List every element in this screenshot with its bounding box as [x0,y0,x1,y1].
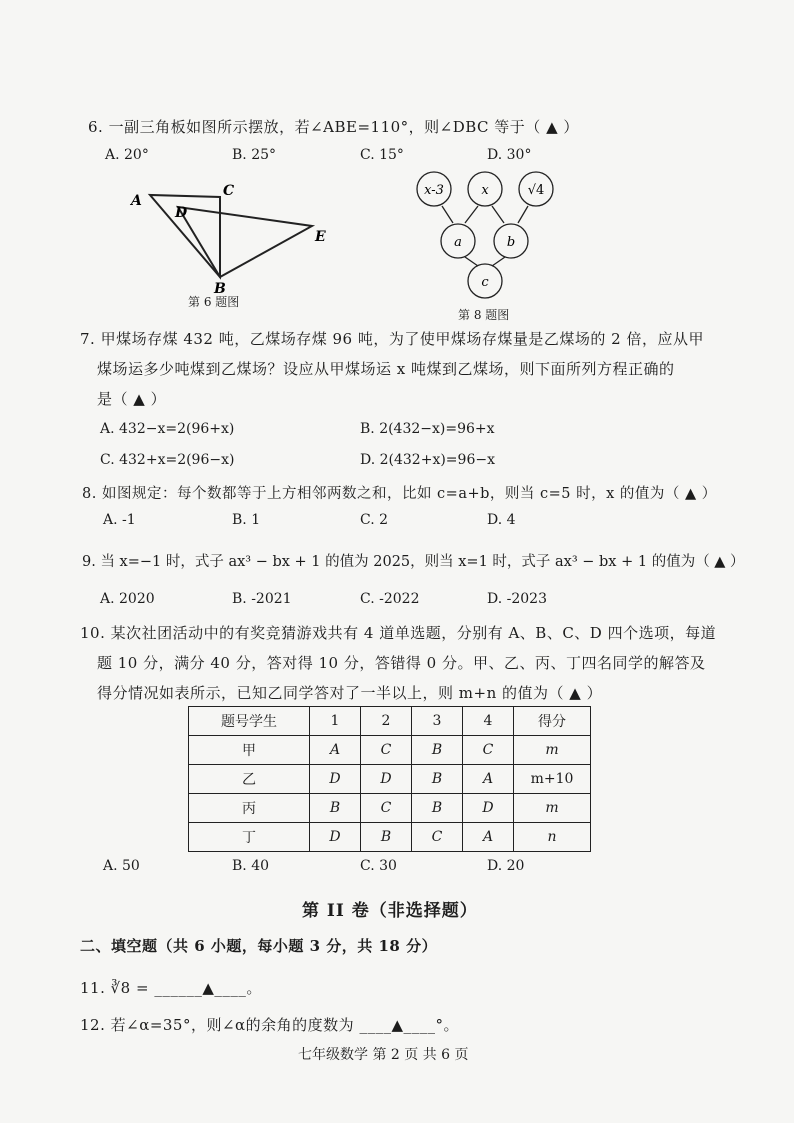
table-cell: 甲 [189,736,310,765]
label-a: A [131,193,142,209]
node-a: a [454,235,462,250]
q10-option-d: D. 20 [487,858,525,874]
q10-option-b: B. 40 [232,858,270,874]
table-cell: m [514,794,591,823]
table-cell: A [463,823,514,852]
label-e: E [315,229,326,245]
q9-option-a: A. 2020 [100,591,155,607]
q7-option-a: A. 432−x=2(96+x) [100,421,235,437]
table-cell: m+10 [514,765,591,794]
q10-option-c: C. 30 [360,858,397,874]
q8-figure-caption: 第 8 题图 [458,308,510,322]
q6-option-d: D. 30° [487,147,532,163]
q8-option-d: D. 4 [487,512,516,528]
q7-stem-line2: 煤场运多少吨煤到乙煤场？设应从甲煤场运 x 吨煤到乙煤场，则下面所列方程正确的 [97,360,675,378]
q6-option-a: A. 20° [105,147,149,163]
node-sqrt4: √4 [527,183,545,198]
q8-stem: 8. 如图规定：每个数都等于上方相邻两数之和，比如 c=a+b，则当 c=5 时，x 的值为（ ▲ ） [82,486,717,502]
part-two-title: 第 II 卷（非选择题） [302,901,478,921]
q9-stem: 9. 当 x=−1 时，式子 ax³ − bx + 1 的值为 2025，则当 x=1 时，式子 ax³ − bx + 1 的值为（ ▲ ） [82,554,745,570]
table-header: 题号学生 [189,707,310,736]
node-x: x [481,183,489,198]
table-cell: C [361,736,412,765]
q6-figure [125,175,340,310]
table-row [189,765,591,794]
q6-figure-caption: 第 6 题图 [188,295,240,309]
table-cell: B [310,794,361,823]
q7-stem-line3: 是（ ▲ ） [97,390,167,408]
table-cell: 丙 [189,794,310,823]
table-cell: C [361,794,412,823]
table-header-row [189,707,591,736]
q11-stem: 11. ∛8 = ______▲____。 [80,979,262,997]
table-cell: D [310,765,361,794]
table-cell: C [463,736,514,765]
table-row [189,823,591,852]
label-d: D [175,205,188,221]
q10-stem-line3: 得分情况如表所示，已知乙同学答对了一半以上，则 m+n 的值为（ ▲ ） [97,684,603,702]
q8-option-b: B. 1 [232,512,261,528]
table-cell: D [463,794,514,823]
table-cell: 乙 [189,765,310,794]
q7-option-d: D. 2(432+x)=96−x [360,452,495,468]
q10-option-a: A. 50 [103,858,140,874]
table-cell: m [514,736,591,765]
q6-stem: 6. 一副三角板如图所示摆放，若∠ABE=110°，则∠DBC 等于（ ▲ ） [88,118,579,136]
label-c: C [223,183,235,199]
q7-stem-line1: 7. 甲煤场存煤 432 吨，乙煤场存煤 96 吨，为了使甲煤场存煤量是乙煤场的 2 倍，应从甲 [80,330,704,348]
table-cell: n [514,823,591,852]
page-footer: 七年级数学 第 2 页 共 6 页 [298,1047,469,1063]
table-cell: B [412,736,463,765]
q10-stem-line1: 10. 某次社团活动中的有奖竞猜游戏共有 4 道单选题，分别有 A、B、C、D 四个选项，每道 [80,624,717,642]
table-row [189,736,591,765]
q8-option-a: A. -1 [103,512,136,528]
table-cell: B [412,794,463,823]
table-cell: A [463,765,514,794]
q6-option-b: B. 25° [232,147,277,163]
q6-option-c: C. 15° [360,147,404,163]
node-b: b [506,235,516,250]
triangle-dbe [178,207,312,277]
table-header: 4 [463,707,514,736]
q9-option-b: B. -2021 [232,591,292,607]
q8-figure [410,170,560,300]
table-header: 3 [412,707,463,736]
table-cell: B [412,765,463,794]
table-cell: B [361,823,412,852]
q12-stem: 12. 若∠α=35°，则∠α的余角的度数为 ____▲____°。 [80,1016,459,1034]
q9-option-d: D. -2023 [487,591,547,607]
table-row [189,794,591,823]
label-b: B [214,281,226,297]
table-cell: 丁 [189,823,310,852]
q9-option-c: C. -2022 [360,591,420,607]
table-cell: D [310,823,361,852]
table-header: 1 [310,707,361,736]
table-header: 得分 [514,707,591,736]
q7-option-c: C. 432+x=2(96−x) [100,452,235,468]
table-cell: C [412,823,463,852]
fill-in-section-heading: 二、填空题（共 6 小题，每小题 3 分，共 18 分） [80,937,438,955]
table-cell: A [310,736,361,765]
table-header: 2 [361,707,412,736]
node-c: c [481,275,489,290]
node-x-minus-3: x-3 [424,183,444,198]
q10-stem-line2: 题 10 分，满分 40 分，答对得 10 分，答错得 0 分。甲、乙、丙、丁四名同学的解答及 [97,654,706,672]
q7-option-b: B. 2(432−x)=96+x [360,421,495,437]
q10-score-table [188,706,591,852]
table-cell: D [361,765,412,794]
q8-option-c: C. 2 [360,512,389,528]
